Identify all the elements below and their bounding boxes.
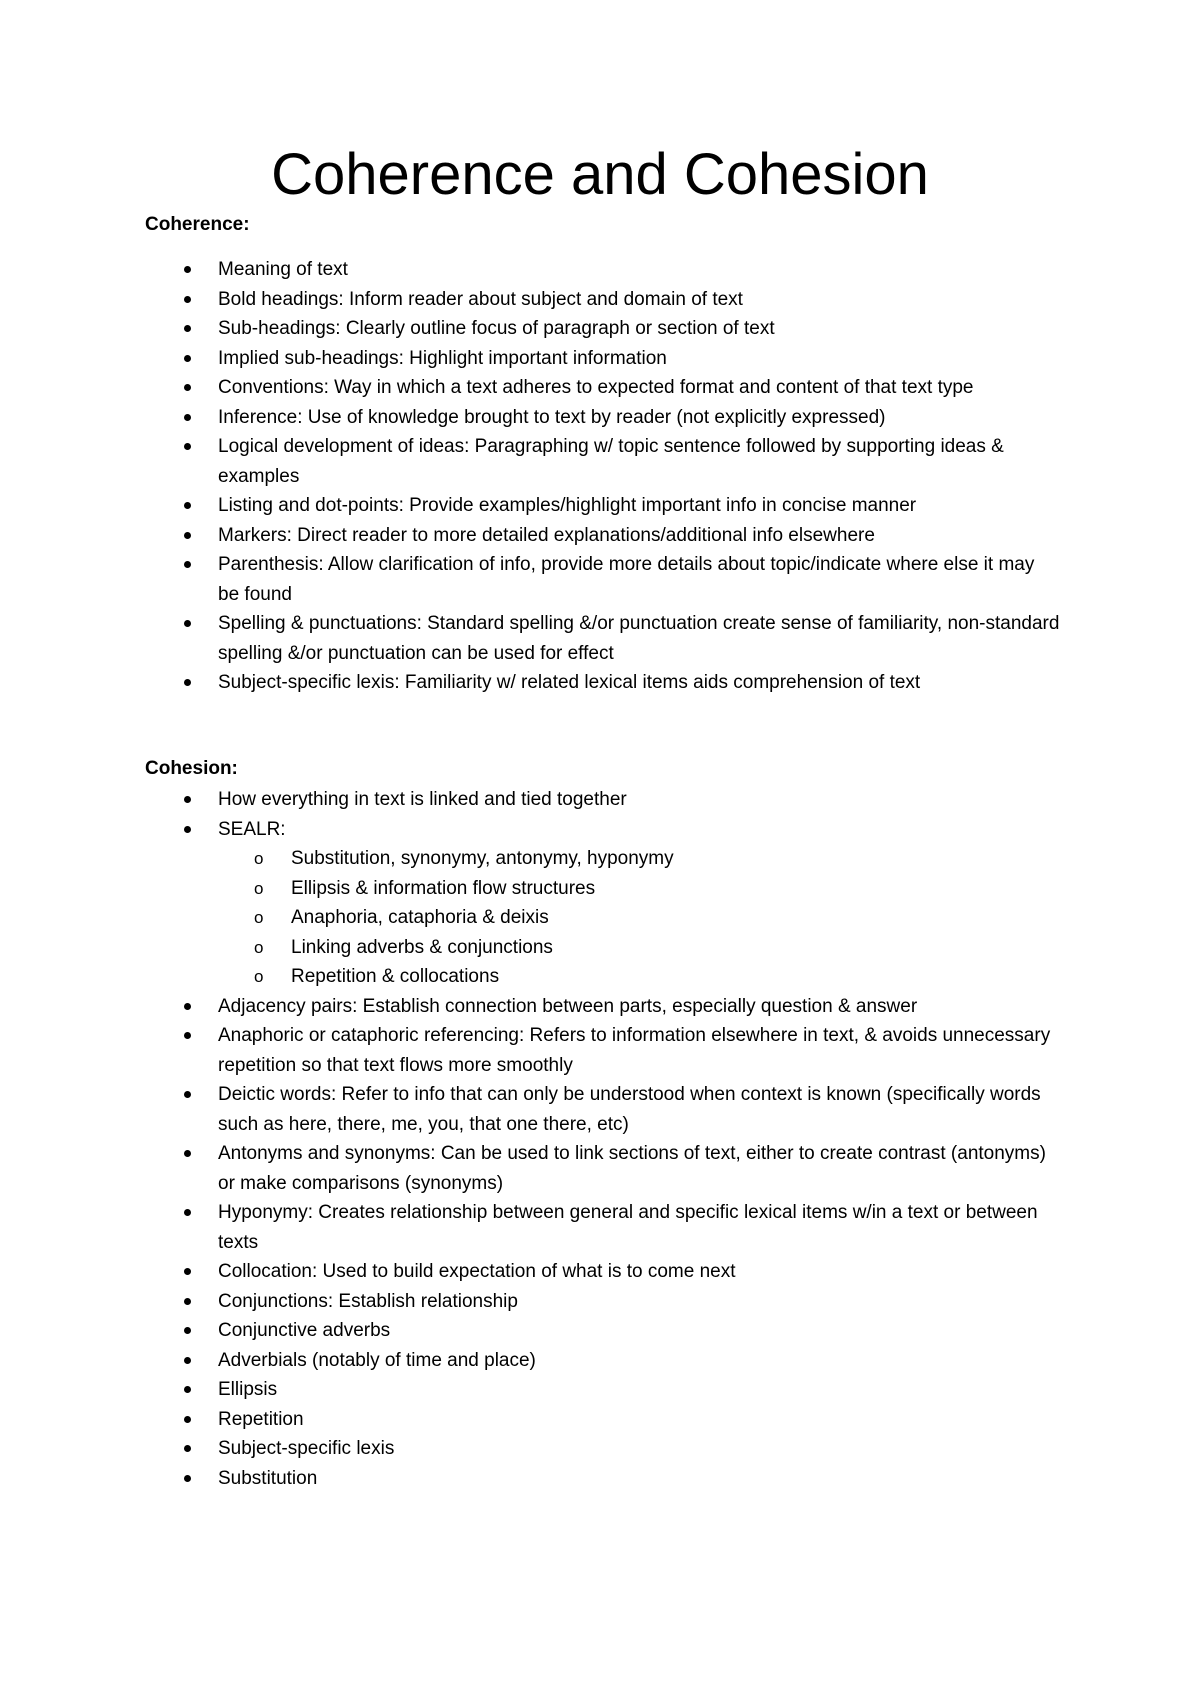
list-item-text: Ellipsis — [218, 1379, 278, 1400]
list-item — [0, 550, 1200, 609]
sub-list-item — [218, 874, 1060, 904]
list-item-text: Conjunctions: Establish relationship — [218, 1290, 518, 1312]
sub-list-item — [218, 903, 1060, 933]
list-item-sealr — [0, 815, 1200, 992]
list-item — [0, 432, 1200, 491]
sub-list-item-text: Ellipsis & information flow structures — [291, 877, 596, 899]
list-item-text: Implied sub-headings: Highlight important information — [218, 347, 667, 369]
list-item — [0, 373, 1200, 403]
list-item-text: Meaning of text — [218, 259, 348, 280]
list-item-text: Subject-specific lexis — [218, 1438, 395, 1459]
list-item-text: Parenthesis: Allow clarification of info, provide more details about topic/indicate where else it may be found — [218, 554, 1035, 605]
sealr-label: SEALR: — [218, 818, 286, 840]
bullet-icon — [184, 1209, 191, 1216]
bullet-icon — [184, 1327, 191, 1334]
circle-bullet-icon: o — [254, 937, 264, 957]
list-item — [0, 314, 1200, 344]
bullet-icon — [184, 796, 191, 803]
list-item — [0, 255, 1200, 285]
coherence-list — [0, 255, 1200, 698]
list-item — [0, 1316, 1200, 1346]
circle-bullet-icon: o — [254, 878, 264, 898]
list-item-text: Listing and dot-points: Provide examples/highlight important info in concise manner — [218, 495, 917, 516]
list-item — [0, 521, 1200, 551]
list-item-text: Repetition — [218, 1408, 304, 1430]
sub-list-item-text: Anaphoria, cataphoria & deixis — [291, 907, 549, 928]
bullet-icon — [184, 384, 191, 391]
list-item — [0, 1405, 1200, 1435]
list-item — [0, 1139, 1200, 1198]
list-item — [0, 668, 1200, 698]
list-item-text: Collocation: Used to build expectation of what is to come next — [218, 1261, 736, 1282]
list-item-text: Conventions: Way in which a text adheres to expected format and content of that text type — [218, 377, 974, 398]
bullet-icon — [184, 532, 191, 539]
bullet-icon — [184, 561, 191, 568]
list-item — [0, 1198, 1200, 1257]
list-item-text: Substitution — [218, 1467, 318, 1489]
bullet-icon — [184, 1475, 191, 1482]
bullet-icon — [184, 355, 191, 362]
bullet-icon — [184, 1268, 191, 1275]
list-item-text: Spelling & punctuations: Standard spelling &/or punctuation create sense of familiarity, non-standard spelling &/or punctuation can be used for effect — [218, 613, 1060, 664]
sub-list-item — [218, 933, 1060, 963]
list-item — [0, 285, 1200, 315]
bullet-icon — [184, 620, 191, 627]
circle-bullet-icon: o — [254, 967, 264, 986]
list-item-text: Sub-headings: Clearly outline focus of paragraph or section of text — [218, 318, 775, 339]
list-item — [0, 1021, 1200, 1080]
sub-list-item-text: Repetition & collocations — [291, 966, 500, 987]
sealr-sub-list — [218, 844, 1060, 992]
list-item-text: Subject-specific lexis: Familiarity w/ related lexical items aids comprehension of text — [218, 672, 921, 693]
bullet-icon — [184, 1150, 191, 1157]
list-item — [0, 1375, 1200, 1405]
bullet-icon — [184, 266, 191, 273]
list-item — [0, 609, 1200, 668]
bullet-icon — [184, 1032, 191, 1039]
cohesion-heading: Cohesion: — [145, 758, 238, 779]
bullet-icon — [184, 1298, 191, 1305]
bullet-icon — [184, 296, 191, 303]
bullet-icon — [184, 414, 191, 421]
coherence-heading: Coherence: — [145, 214, 250, 235]
list-item-text: Deictic words: Refer to info that can only be understood when context is known (specifically words such as here, there, me, you, that one there, etc) — [218, 1084, 1041, 1135]
circle-bullet-icon: o — [254, 908, 264, 927]
list-item — [0, 403, 1200, 433]
list-item — [0, 1080, 1200, 1139]
circle-bullet-icon: o — [254, 849, 264, 868]
list-item — [0, 1287, 1200, 1317]
bullet-icon — [184, 325, 191, 332]
bullet-icon — [184, 1386, 191, 1393]
bullet-icon — [184, 826, 191, 833]
list-item — [0, 1434, 1200, 1464]
list-item — [0, 491, 1200, 521]
list-item-text: Conjunctive adverbs — [218, 1320, 391, 1341]
list-item — [0, 1464, 1200, 1494]
bullet-icon — [184, 443, 191, 450]
sub-list-item-text: Substitution, synonymy, antonymy, hyponymy — [291, 848, 674, 869]
list-item — [0, 344, 1200, 374]
sub-list-item — [218, 844, 1060, 874]
list-item-text: Antonyms and synonyms: Can be used to link sections of text, either to create contrast (antonyms) or make comparisons (synonyms) — [218, 1143, 1046, 1194]
list-item-text: Anaphoric or cataphoric referencing: Refers to information elsewhere in text, & avoids unnecessary repetition so that text flows more smoothly — [218, 1025, 1051, 1076]
list-item — [0, 992, 1200, 1022]
list-item-text: Logical development of ideas: Paragraphing w/ topic sentence followed by supporting ideas & examples — [218, 436, 1004, 487]
bullet-icon — [184, 679, 191, 686]
page-title: Coherence and Cohesion — [271, 142, 929, 207]
bullet-icon — [184, 1003, 191, 1010]
list-item-text: Markers: Direct reader to more detailed explanations/additional info elsewhere — [218, 524, 875, 546]
bullet-icon — [184, 1357, 191, 1364]
bullet-icon — [184, 1091, 191, 1098]
list-item-text: Bold headings: Inform reader about subject and domain of text — [218, 288, 743, 310]
sub-list-item — [218, 962, 1060, 992]
list-item-text: Adjacency pairs: Establish connection between parts, especially question & answer — [218, 995, 918, 1017]
list-item — [0, 785, 1200, 815]
list-item — [0, 1257, 1200, 1287]
cohesion-list — [0, 785, 1200, 1493]
list-item-text: How everything in text is linked and tied together — [218, 789, 627, 810]
list-item — [0, 1346, 1200, 1376]
list-item-text: Adverbials (notably of time and place) — [218, 1349, 536, 1371]
sub-list-item-text: Linking adverbs & conjunctions — [291, 936, 553, 958]
list-item-text: Inference: Use of knowledge brought to text by reader (not explicitly expressed) — [218, 406, 886, 428]
bullet-icon — [184, 1445, 191, 1452]
list-item-text: Hyponymy: Creates relationship between general and specific lexical items w/in a text or between texts — [218, 1202, 1038, 1253]
bullet-icon — [184, 1416, 191, 1423]
bullet-icon — [184, 502, 191, 509]
